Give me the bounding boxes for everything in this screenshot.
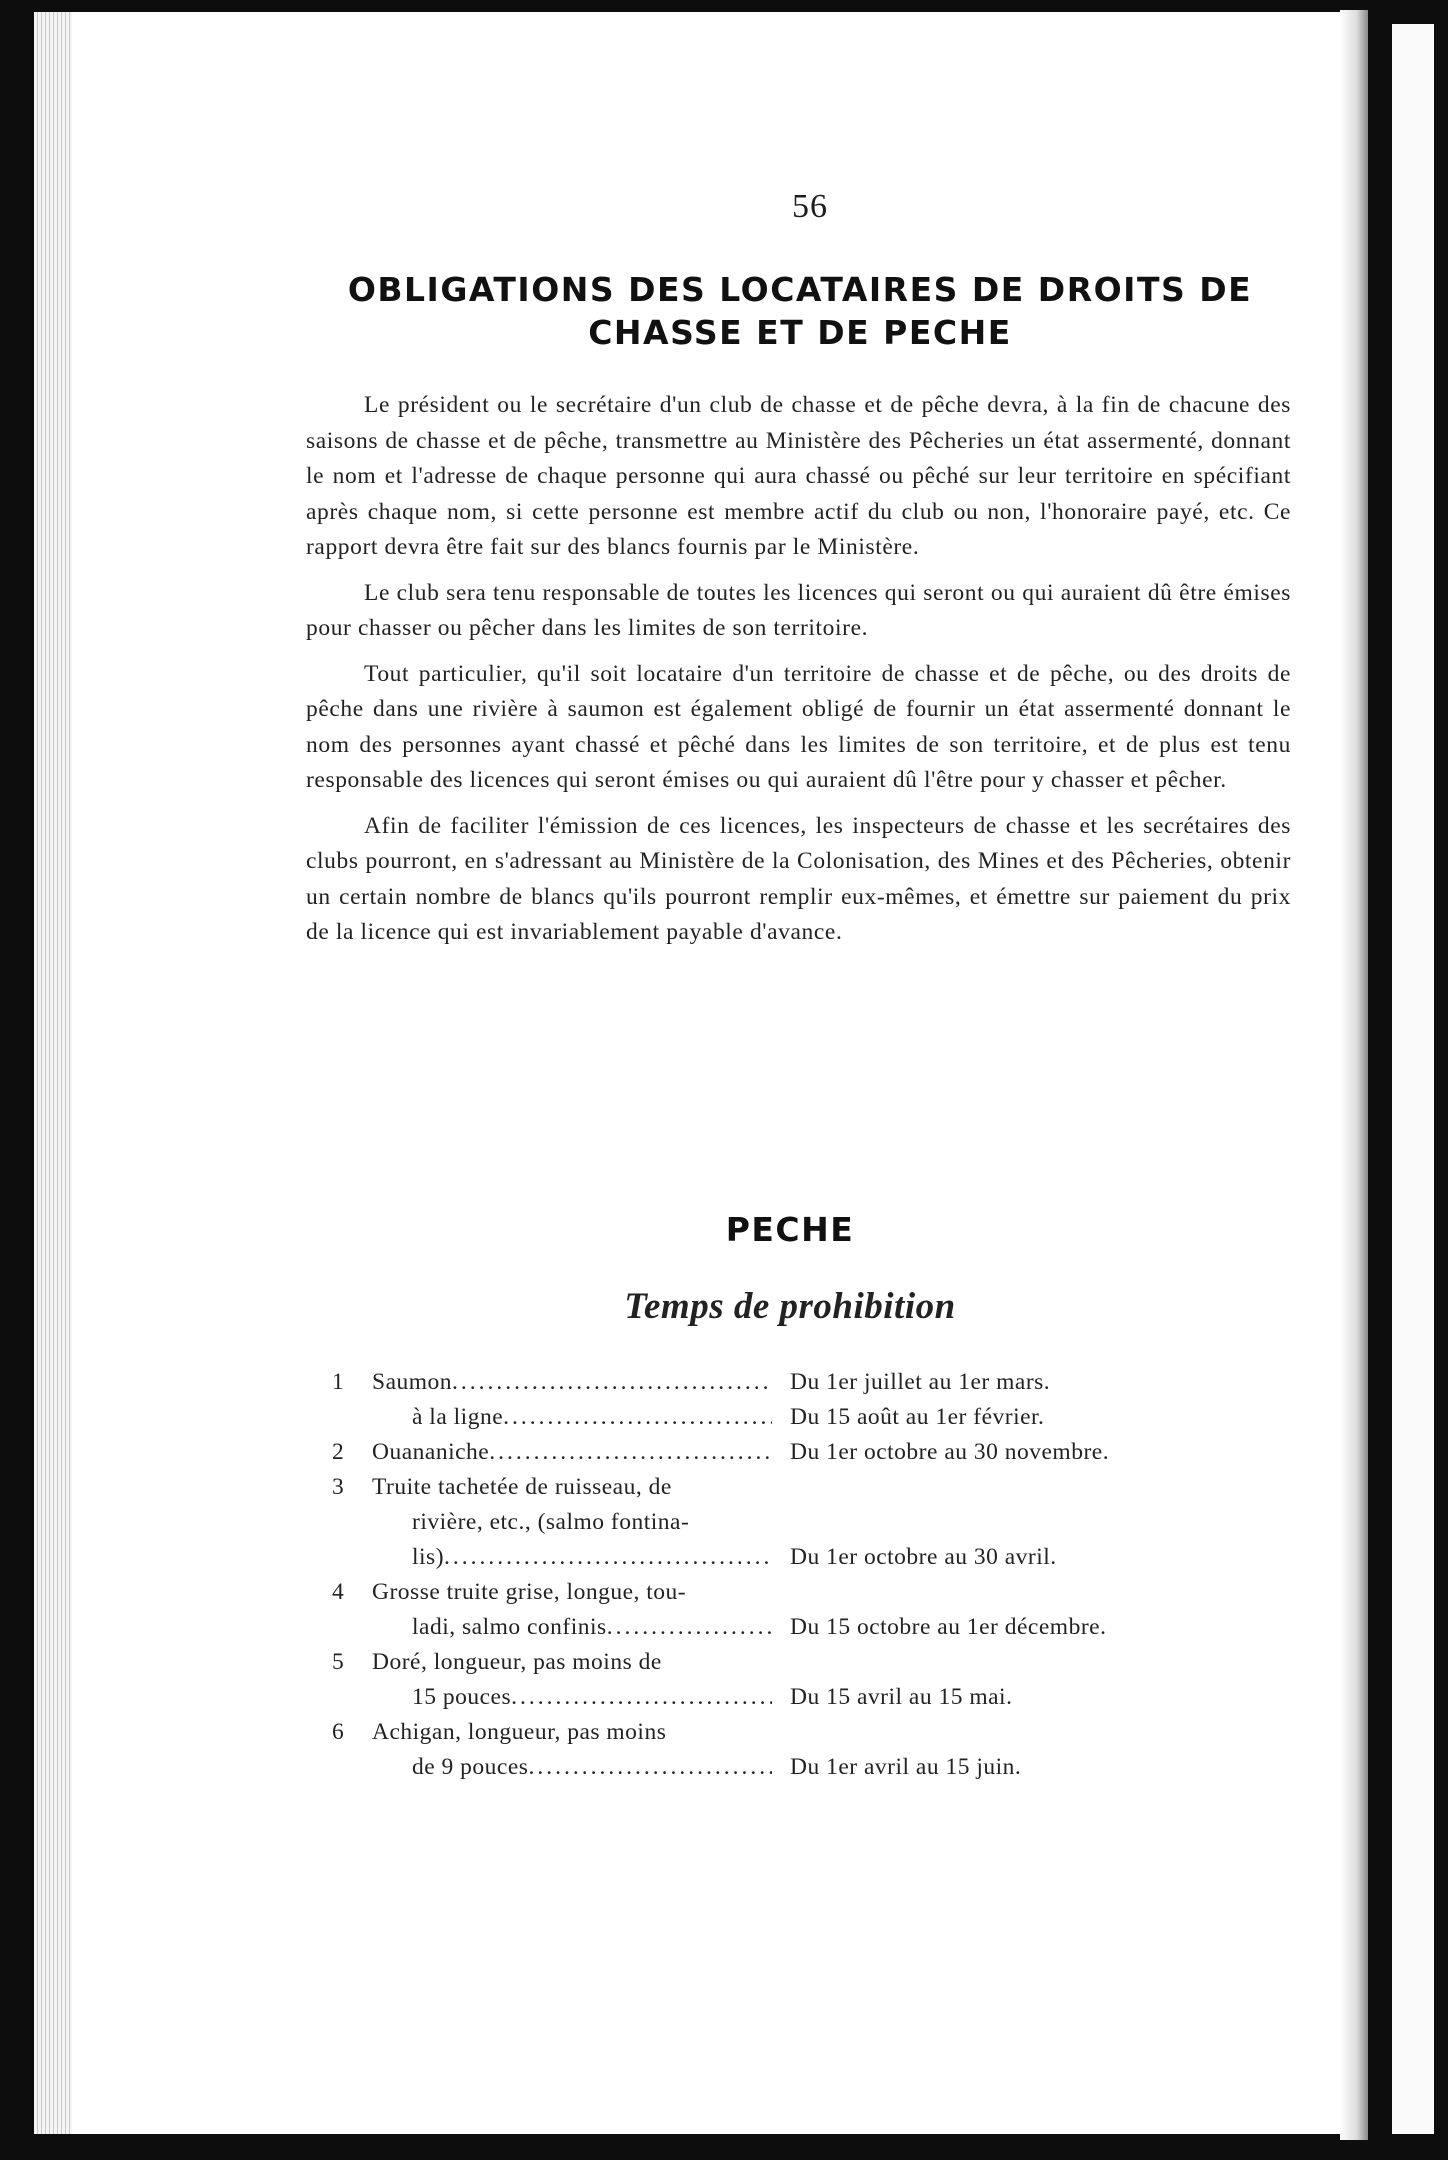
dot-leader	[511, 1680, 772, 1715]
dot-leader	[607, 1610, 772, 1645]
period-cell	[772, 1435, 1260, 1470]
species-text: ladi, salmo confinis	[412, 1614, 607, 1640]
period-cell	[772, 1645, 1260, 1715]
period-text	[790, 1575, 1260, 1610]
species-cell	[372, 1575, 772, 1645]
period-text: Du 1er octobre au 30 avril.	[790, 1544, 1057, 1570]
dot-leader	[452, 1365, 772, 1400]
page-title	[300, 268, 1300, 354]
dot-leader	[503, 1400, 772, 1435]
species-text: de 9 pouces	[412, 1754, 529, 1780]
period-cell	[772, 1365, 1260, 1435]
table-row	[320, 1575, 1260, 1645]
species-cell	[372, 1645, 772, 1715]
dot-leader	[528, 1750, 772, 1785]
table-row	[320, 1365, 1260, 1435]
species-text: Grosse truite grise, longue, tou-	[372, 1579, 687, 1605]
row-number: 6	[332, 1719, 345, 1745]
species-cell	[372, 1715, 772, 1785]
row-number: 3	[332, 1474, 345, 1500]
period-cell	[772, 1575, 1260, 1645]
table-subheading: Temps de prohibition	[624, 1286, 956, 1327]
table-row	[320, 1435, 1260, 1470]
table-row	[320, 1470, 1260, 1575]
row-number: 4	[332, 1579, 345, 1605]
paragraph: Le président ou le secrétaire d'un club de chasse et de pêche devra, à la fin de chacune des saisons de chasse et de pêche, transmettre au Ministère des Pêcheries un état assermenté, donnant le nom et l'adresse de chaque personne qui aura chassé ou pêché sur leur territoire en spécifiant après chaque nom, si cette personne est membre actif du club ou non, l'honoraire payé, etc. Ce rapport devra être fait sur des blancs fournis par le Ministère.	[306, 392, 1291, 560]
species-text: Truite tachetée de ruisseau, de	[372, 1474, 672, 1500]
table-row	[320, 1645, 1260, 1715]
species-text: lis)	[412, 1544, 445, 1570]
period-text: Du 1er avril au 15 juin.	[790, 1754, 1022, 1780]
species-text: Achigan, longueur, pas moins	[372, 1719, 667, 1745]
period-text: Du 15 août au 1er février.	[790, 1404, 1045, 1430]
row-number: 1	[332, 1369, 345, 1395]
species-cell	[372, 1365, 772, 1435]
species-text: 15 pouces	[412, 1684, 512, 1710]
species-text: Doré, longueur, pas moins de	[372, 1649, 662, 1675]
period-text: Du 1er juillet au 1er mars.	[790, 1369, 1051, 1395]
period-cell	[772, 1715, 1260, 1785]
title-line: OBLIGATIONS DES LOCATAIRES DE DROITS DE	[347, 270, 1253, 309]
period-text	[790, 1715, 1260, 1750]
period-text	[790, 1470, 1260, 1505]
dot-leader	[489, 1435, 772, 1470]
period-text: Du 1er octobre au 30 novembre.	[790, 1439, 1110, 1465]
row-number: 5	[332, 1649, 345, 1675]
section-heading: PECHE	[725, 1210, 855, 1249]
body-text	[306, 388, 1291, 961]
period-cell	[772, 1470, 1260, 1575]
table-row	[320, 1715, 1260, 1785]
prohibition-table	[320, 1365, 1260, 1785]
row-number: 2	[332, 1439, 345, 1465]
paragraph: Afin de faciliter l'émission de ces licences, les inspecteurs de chasse et les secrétaires des clubs pourront, en s'adressant au Ministère de la Colonisation, des Mines et des Pêcheries, obtenir un certain nombre de blancs qu'ils pourront remplir eux-mêmes, et émettre sur paiement du prix de la licence qui est invariablement payable d'avance.	[306, 812, 1291, 945]
species-text: à la ligne	[412, 1404, 504, 1430]
species-text: Ouananiche	[372, 1439, 490, 1465]
dot-leader	[444, 1540, 772, 1575]
species-cell	[372, 1470, 772, 1575]
title-line: CHASSE ET DE PECHE	[588, 313, 1012, 352]
page-number: 56	[792, 188, 828, 225]
species-cell	[372, 1435, 772, 1470]
period-text: Du 15 avril au 15 mai.	[790, 1684, 1013, 1710]
species-text: rivière, etc., (salmo fontina-	[412, 1509, 690, 1535]
period-text	[790, 1645, 1260, 1680]
paragraph: Le club sera tenu responsable de toutes les licences qui seront ou qui auraient dû être émises pour chasser ou pêcher dans les limites de son territoire.	[306, 579, 1291, 641]
species-text: Saumon	[372, 1369, 453, 1395]
period-text	[790, 1505, 1260, 1540]
paragraph: Tout particulier, qu'il soit locataire d'un territoire de chasse et de pêche, ou des droits de pêche dans une rivière à saumon est également obligé de fournir un état assermenté donnant le nom des personnes ayant chassé et pêché dans les limites de son territoire, et de plus est tenu responsable des licences qui seront émises ou qui auraient dû l'être pour y chasser et pêcher.	[306, 660, 1291, 793]
period-text: Du 15 octobre au 1er décembre.	[790, 1614, 1107, 1640]
